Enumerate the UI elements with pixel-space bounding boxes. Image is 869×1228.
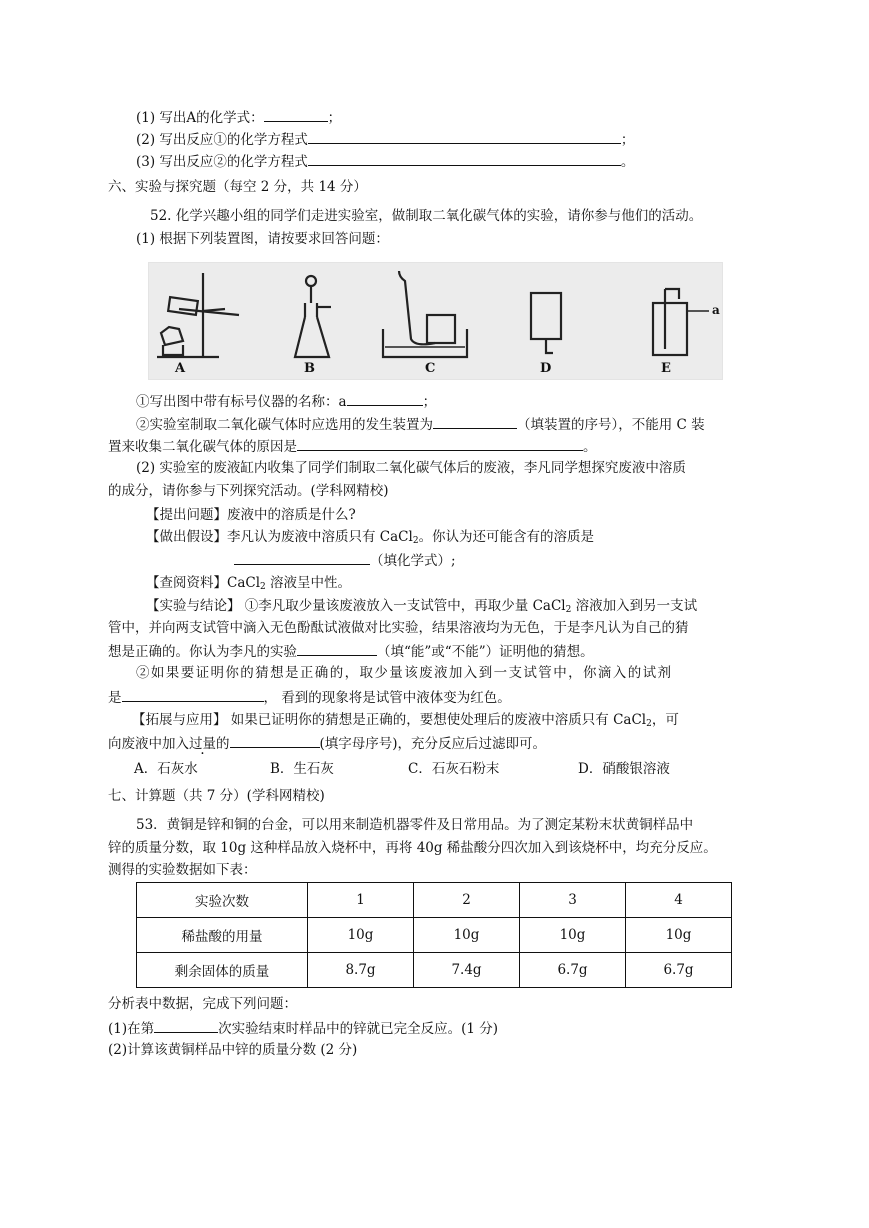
label-e: E: [661, 361, 671, 376]
answer-blank[interactable]: [433, 414, 517, 429]
q51-part2: (2) 写出反应①的化学方程式 ；: [136, 129, 634, 149]
table-cell: 7.4g: [414, 953, 520, 988]
apparatus-drawing: [149, 263, 722, 379]
table-row: [137, 883, 732, 918]
table-cell: 1: [308, 883, 414, 918]
apparatus-e: [653, 289, 709, 355]
label-a: A: [175, 361, 186, 376]
table-cell: 3: [520, 883, 626, 918]
apparatus-b: [295, 276, 331, 357]
table-cell: 2: [414, 883, 520, 918]
answer-blank[interactable]: [234, 550, 370, 565]
q52-part2-line2: 的成分，请你参与下列探究活动。(学科网精校): [108, 483, 389, 499]
q52-experiment-line1: 【实验与结论】 ①李凡取少量该废液放入一支试管中，再取少量 CaCl$_2$ 溶液加入到另一支试: [146, 598, 698, 615]
section-6-title: 六、实验与探究题（每空 2 分，共 14 分）: [108, 179, 367, 195]
q52-exp2-line1: ②如果要证明你的猜想是正确的，取少量该废液加入到一支试管中，你滴入的试剂: [136, 665, 673, 681]
q53-line3: 测得的实验数据如下表：: [108, 862, 257, 878]
apparatus-a: [157, 273, 239, 357]
table-cell: 8.7g: [308, 953, 414, 988]
q52-exp2-line2: 是 ， 看到的现象将是试管中液体变为红色。: [108, 687, 511, 707]
table-cell: 10g: [520, 918, 626, 953]
answer-blank[interactable]: [308, 129, 621, 144]
q53-line1: 53．黄铜是锌和铜的台金，可以用来制造机器零件及日常用品。为了测定某粉末状黄铜样品中: [136, 817, 694, 833]
table-cell: 4: [626, 883, 732, 918]
q52-experiment-line2: 管中，并向两支试管中滴入无色酚酞试液做对比实验，结果溶液均为无色，于是李凡认为自己的猜: [108, 620, 689, 636]
table-row: [137, 953, 732, 988]
q52-question: 【提出问题】废液中的溶质是什么?: [146, 507, 356, 523]
q53-q1: (1)在第 次实验结束时样品中的锌就已完全反应。(1 分): [108, 1018, 498, 1038]
answer-blank[interactable]: [154, 1018, 218, 1033]
table-cell: 稀盐酸的用量: [137, 918, 308, 953]
q52-reference: 【查阅资料】CaCl$_2$ 溶液呈中性。: [146, 575, 352, 592]
option-a[interactable]: A．石灰水: [134, 761, 198, 777]
q52-s1: ①写出图中带有标号仪器的名称：a ；: [136, 391, 436, 411]
table-cell: 剩余固体的质量: [137, 953, 308, 988]
apparatus-c: [383, 271, 467, 357]
answer-blank[interactable]: [230, 733, 320, 748]
answer-blank[interactable]: [122, 687, 264, 702]
option-c[interactable]: C．石灰石粉末: [408, 761, 500, 777]
data-table: [136, 882, 732, 988]
table-cell: 实验次数: [137, 883, 308, 918]
q52-extension-line2: 向废液中加入过量的 (填字母序号)，充分反应后过滤即可。: [108, 733, 546, 753]
q52-part2-line1: (2) 实验室的废液缸内收集了同学们制取二氧化碳气体后的废液，李凡同学想探究废液中溶质: [136, 460, 686, 476]
label-c: C: [425, 361, 436, 376]
table-cell: 6.7g: [520, 953, 626, 988]
q53-analysis: 分析表中数据，完成下列问题：: [108, 996, 297, 1012]
table-cell: 6.7g: [626, 953, 732, 988]
apparatus-d: [531, 293, 561, 353]
label-b: B: [304, 361, 315, 376]
q52-hypothesis: 【做出假设】李凡认为废液中溶质只有 CaCl$_2$。你认为还可能含有的溶质是: [146, 529, 595, 546]
q53-q2: (2)计算该黄铜样品中锌的质量分数 (2 分): [108, 1042, 358, 1058]
q52-intro: 52. 化学兴趣小组的同学们走进实验室，做制取二氧化碳气体的实验，请你参与他们的活动。: [150, 208, 703, 224]
answer-blank[interactable]: [297, 436, 583, 451]
answer-blank[interactable]: [264, 107, 328, 122]
q52-experiment-line3: 想是正确的。你认为李凡的实验 （填“能”或“不能”）证明他的猜想。: [108, 641, 594, 661]
q52-s2-line2: 置来收集二氧化碳气体的原因是 。: [108, 436, 597, 456]
q52-hypothesis-line2: （填化学式）;: [234, 550, 456, 570]
option-d[interactable]: D．硝酸银溶液: [578, 761, 670, 777]
q51-part1: (1) 写出A的化学式： ；: [136, 107, 341, 127]
label-d: D: [540, 361, 552, 376]
q52-extension-line1: 【拓展与应用】 如果已证明你的猜想是正确的，要想使处理后的废液中溶质只有 CaCl$_2$，可: [132, 712, 679, 729]
answer-blank[interactable]: [308, 151, 621, 166]
label-marker-a: a: [712, 303, 720, 317]
option-b[interactable]: B．生石灰: [270, 761, 334, 777]
answer-blank[interactable]: [297, 641, 377, 656]
table-cell: 10g: [414, 918, 520, 953]
section-7-title: 七、计算题（共 7 分）(学科网精校): [108, 788, 325, 804]
q53-line2: 锌的质量分数，取 10g 这种样品放入烧杯中，再将 40g 稀盐酸分四次加入到该烧杯中，均充分反应。: [108, 840, 717, 856]
table-cell: 10g: [308, 918, 414, 953]
apparatus-figure: [148, 262, 723, 380]
q51-part3: (3) 写出反应②的化学方程式 。: [136, 151, 634, 171]
q52-s2: ②实验室制取二氧化碳气体时应选用的发生装置为 （填装置的序号），不能用 C 装: [136, 414, 705, 434]
answer-blank[interactable]: [347, 391, 423, 406]
table-row: [137, 918, 732, 953]
table-cell: 10g: [626, 918, 732, 953]
q52-part1: (1) 根据下列装置图，请按要求回答问题：: [136, 231, 389, 247]
